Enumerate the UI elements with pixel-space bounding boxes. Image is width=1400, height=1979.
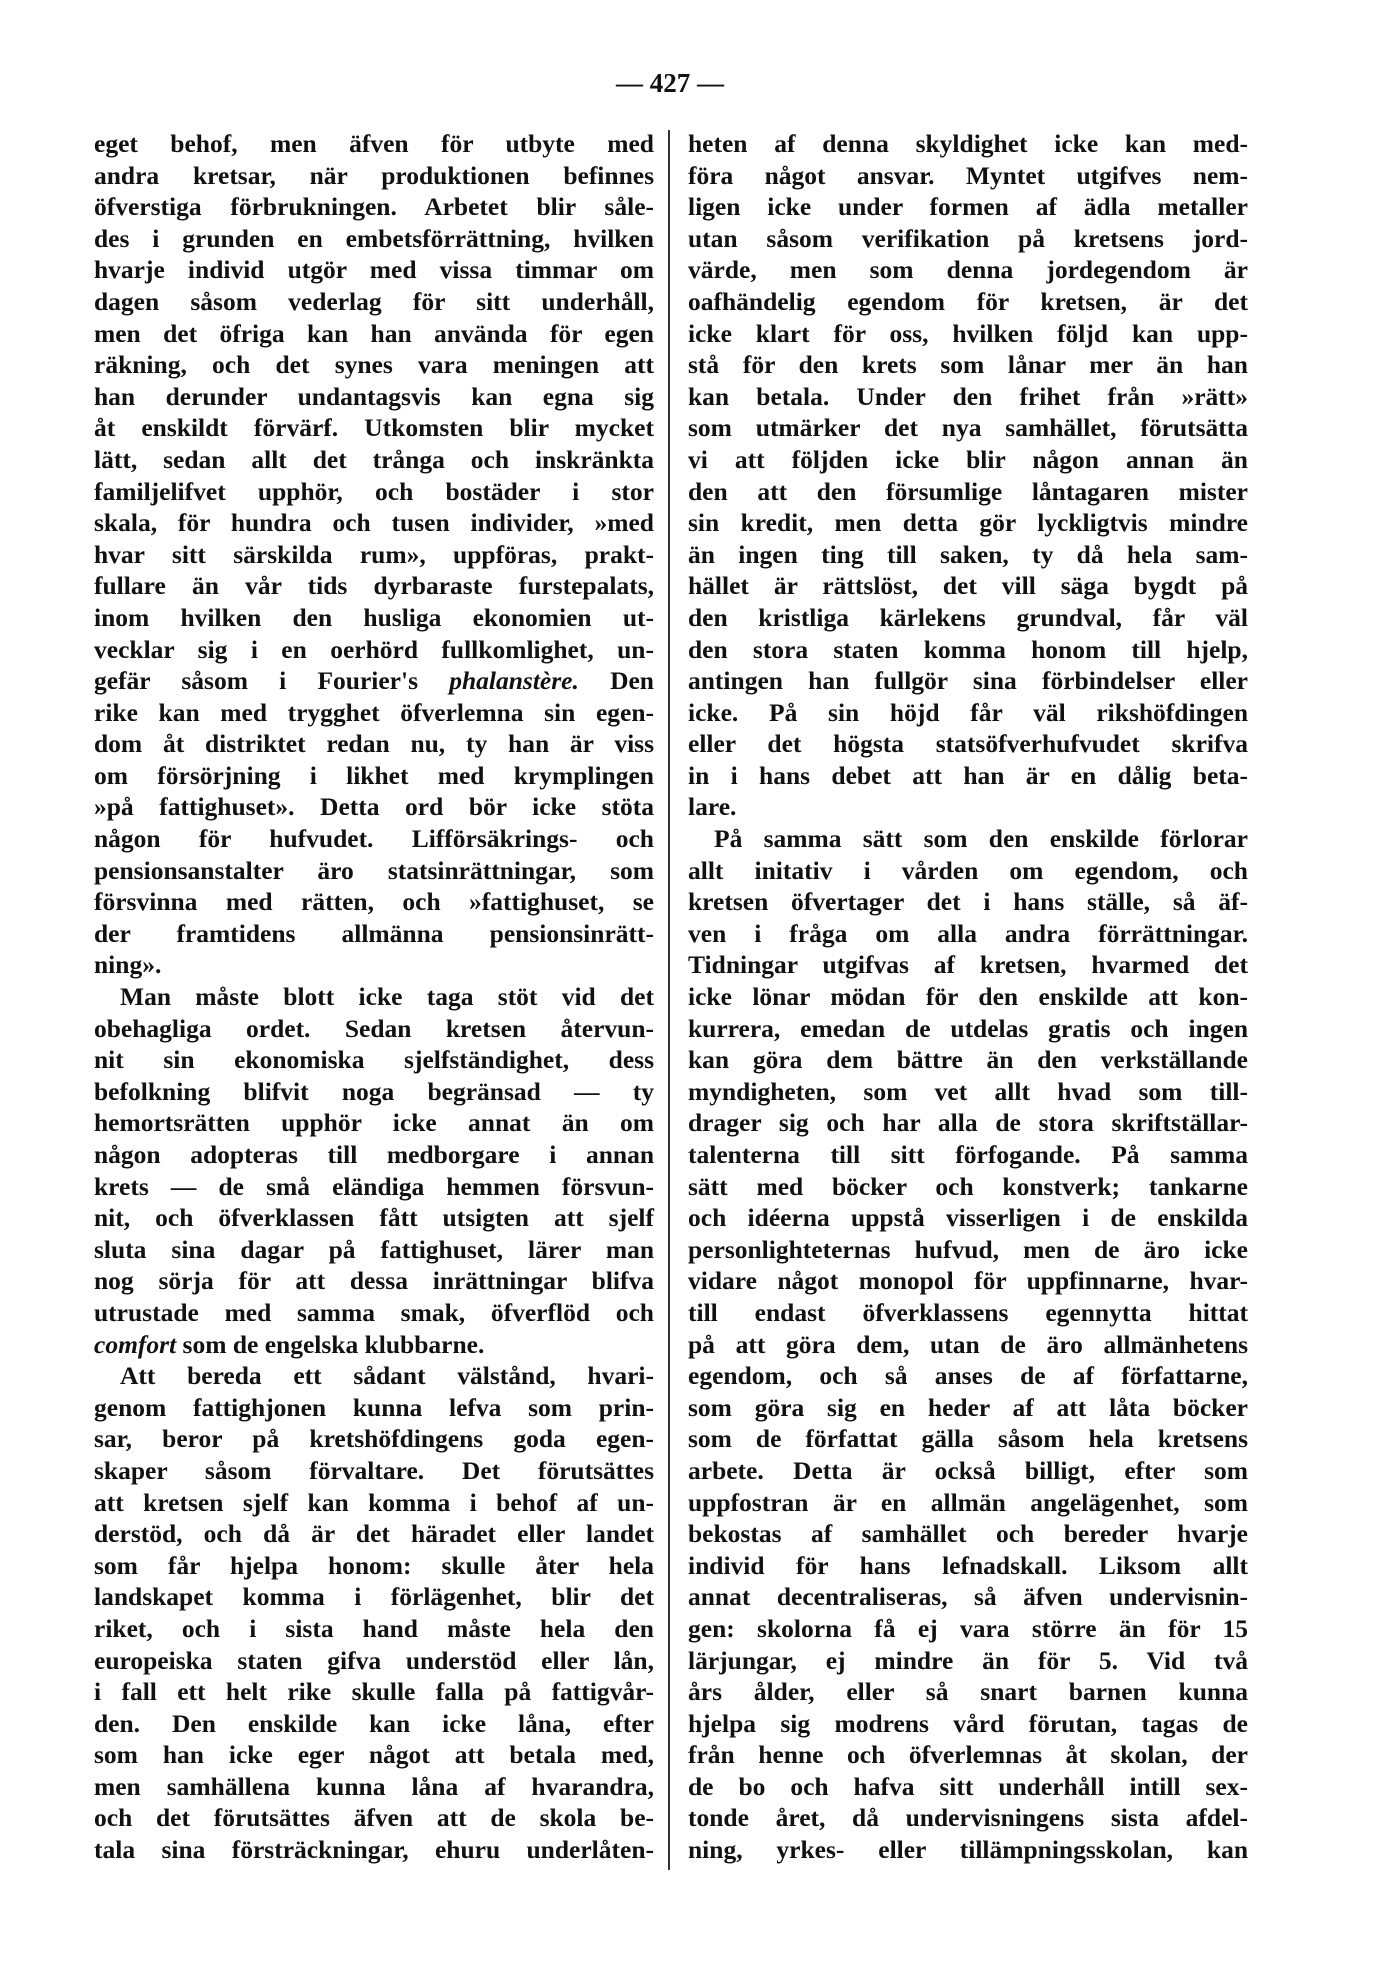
text-line: dagen såsom vederlag för sitt underhåll, <box>94 286 654 316</box>
text-line: om försörjning i likhet med krymplingen <box>94 760 654 790</box>
text-line: vecklar sig i en oerhörd fullkomlighet, un- <box>94 634 654 664</box>
text-line: arbete. Detta är också billigt, efter som <box>688 1455 1248 1485</box>
text-line: krets — de små eländiga hemmen försvun- <box>94 1171 654 1201</box>
text-line: skaper såsom förvaltare. Det förutsättes <box>94 1455 654 1485</box>
text-line: eget behof, men äfven för utbyte med <box>94 129 654 158</box>
text-line: tala sina försträckningar, ehuru underlåten- <box>94 1835 654 1865</box>
text-line: men samhällena kunna låna af hvarandra, <box>94 1771 654 1801</box>
italic-term: phalanstère. <box>449 666 579 696</box>
text-line: heten af denna skyldighet icke kan med- <box>688 129 1248 158</box>
text-line: ligen icke under formen af ädla metaller <box>688 192 1248 222</box>
text-line: som utmärker det nya samhället, förutsätta <box>688 413 1248 443</box>
text-line: kan betala. Under den frihet från »rätt» <box>688 381 1248 411</box>
text-line: de bo och hafva sitt underhåll intill sex- <box>688 1771 1248 1801</box>
text-line: På samma sätt som den enskilde förlorar <box>714 824 1248 854</box>
text-line: myndigheten, som vet allt hvad som till- <box>688 1076 1248 1106</box>
text-line: »på fattighuset». Detta ord bör icke stöta <box>94 792 654 822</box>
text-line: individ för hans lefnadskall. Liksom allt <box>688 1550 1248 1580</box>
text-line: antingen han fullgör sina förbindelser eller <box>688 666 1248 696</box>
text-line: stå för den krets som lånar mer än han <box>688 350 1248 380</box>
text-line: att kretsen sjelf kan komma i behof af un- <box>94 1487 654 1517</box>
text-line: obehagliga ordet. Sedan kretsen återvun- <box>94 1013 654 1043</box>
text-line: nit, och öfverklassen fått utsigten att sjelf <box>94 1203 654 1233</box>
text-line: hället är rättslöst, det vill säga bygdt på <box>688 571 1248 601</box>
text-line: som göra sig en heder af att låta böcker <box>688 1392 1248 1422</box>
text-line: hemortsrätten upphör icke annat än om <box>94 1108 654 1138</box>
text-line: han derunder undantagsvis kan egna sig <box>94 381 654 411</box>
text-line: till endast öfverklassens egennytta hittat <box>688 1297 1248 1327</box>
text-line: än ingen ting till saken, ty då hela sam- <box>688 539 1248 569</box>
italic-term: comfort <box>94 1329 177 1359</box>
text-line: uppfostran är en allmän angelägenhet, som <box>688 1487 1248 1517</box>
text-line: sluta sina dagar på fattighuset, lärer man <box>94 1234 654 1264</box>
left-text-column <box>94 128 654 1866</box>
text-line: på att göra dem, utan de äro allmänhetens <box>688 1329 1248 1359</box>
text-line: riket, och i sista hand måste hela den <box>94 1613 654 1643</box>
text-line: hvarje individ utgör med vissa timmar om <box>94 255 654 285</box>
text-line: kretsen öfvertager det i hans ställe, så äf- <box>688 887 1248 917</box>
text-line: åt enskildt förvärf. Utkomsten blir mycket <box>94 413 654 443</box>
text-line: hvar sitt särskilda rum», uppföras, prakt- <box>94 539 654 569</box>
text-line: ven i fråga om alla andra förrättningar. <box>688 918 1248 948</box>
text-line: värde, men som denna jordegendom är <box>688 255 1248 285</box>
text-line: sar, beror på kretshöfdingens goda egen- <box>94 1424 654 1454</box>
text-line: des i grunden en embetsförrättning, hvilken <box>94 223 654 253</box>
text-line: hjelpa sig modrens vård förutan, tagas de <box>688 1708 1248 1738</box>
text-line: nit sin ekonomiska sjelfständighet, dess <box>94 1045 654 1075</box>
text-line: räkning, och det synes vara meningen att <box>94 350 654 380</box>
text-line: gen: skolorna få ej vara större än för 15 <box>688 1613 1248 1643</box>
text-line: någon adopteras till medborgare i annan <box>94 1140 654 1169</box>
text-line: föra något ansvar. Myntet utgifves nem- <box>688 160 1248 190</box>
text-line: eller det högsta statsöfverhufvudet skrifva <box>688 729 1248 759</box>
text-line: ning». <box>94 950 162 980</box>
text-line: inom hvilken den husliga ekonomien ut- <box>94 602 654 632</box>
text-line: comfort som de engelska klubbarne. <box>94 1329 485 1359</box>
page-number: — 427 — <box>616 68 724 98</box>
text-line: annat decentraliseras, så äfven undervisnin- <box>688 1582 1248 1612</box>
text-line: personlighteternas hufvud, men de äro icke <box>688 1234 1248 1264</box>
text-line: och idéerna uppstå visserligen i de enskilda <box>688 1203 1248 1233</box>
text-line: sin kredit, men detta gör lyckligtvis mindre <box>688 508 1248 538</box>
text-line: landskapet komma i förlägenhet, blir det <box>94 1582 654 1612</box>
text-line: som får hjelpa honom: skulle åter hela <box>94 1550 654 1580</box>
text-line: utrustade med samma smak, öfverflöd och <box>94 1297 654 1327</box>
text-line: skala, för hundra och tusen individer, »med <box>94 508 654 538</box>
text-line: egendom, och så anses de af författarne, <box>688 1361 1248 1391</box>
text-line: från henne och öfverlemnas åt skolan, der <box>688 1740 1248 1770</box>
text-line: lätt, sedan allt det trånga och inskränkta <box>94 444 654 474</box>
text-line: den kristliga kärlekens grundval, får väl <box>688 602 1248 632</box>
text-line: bekostas af samhället och bereder hvarje <box>688 1519 1248 1549</box>
text-line: öfverstiga förbrukningen. Arbetet blir såle- <box>94 192 654 222</box>
text-line: som de författat gälla såsom hela kretsens <box>688 1424 1248 1454</box>
text-line: men det öfriga kan han använda för egen <box>94 318 654 348</box>
text-line: europeiska staten gifva understöd eller lån, <box>94 1645 654 1675</box>
text-line: års ålder, eller så snart barnen kunna <box>688 1677 1248 1707</box>
text-line: Tidningar utgifvas af kretsen, hvarmed det <box>688 950 1248 980</box>
text-line: talenterna till sitt förfogande. På samma <box>688 1140 1248 1169</box>
text-line: den. Den enskilde kan icke låna, efter <box>94 1708 654 1738</box>
text-line: fullare än vår tids dyrbaraste furstepalats, <box>94 571 654 601</box>
text-line: oafhändelig egendom för kretsen, är det <box>688 286 1248 316</box>
text-line: försvinna med rätten, och »fattighuset, se <box>94 887 654 917</box>
text-line: allt initativ i vården om egendom, och <box>688 855 1248 885</box>
text-line: derstöd, och då är det häradet eller landet <box>94 1519 654 1549</box>
text-line: gefär såsom i Fourier's phalanstère. Den <box>94 666 654 696</box>
text-line: vidare något monopol för uppfinnarne, hvar- <box>688 1266 1248 1296</box>
text-line: den att den försumlige låntagaren mister <box>688 476 1248 506</box>
text-line: icke lönar mödan för den enskilde att kon- <box>688 982 1248 1012</box>
text-line: nog sörja för att dessa inrättningar blifva <box>94 1266 654 1296</box>
text-line: rike kan med trygghet öfverlemna sin egen- <box>94 697 654 727</box>
text-line: icke. På sin höjd får väl rikshöfdingen <box>688 697 1248 727</box>
text-line: befolkning blifvit noga begränsad — ty <box>94 1076 654 1106</box>
text-line: och det förutsättes äfven att de skola be- <box>94 1803 654 1833</box>
text-line: drager sig och har alla de stora skriftställar- <box>688 1108 1248 1138</box>
text-line: lärjungar, ej mindre än för 5. Vid två <box>688 1645 1248 1675</box>
text-line: som han icke eger något att betala med, <box>94 1740 654 1770</box>
text-line: Att bereda ett sådant välstånd, hvari- <box>120 1361 654 1391</box>
text-line: kan göra dem bättre än den verkställande <box>688 1045 1248 1075</box>
text-line: tonde året, då undervisningens sista afdel- <box>688 1803 1248 1833</box>
text-line: genom fattighjonen kunna lefva som prin- <box>94 1392 654 1422</box>
text-line: Man måste blott icke taga stöt vid det <box>120 982 654 1012</box>
text-line: lare. <box>688 792 737 822</box>
text-line: dom åt distriktet redan nu, ty han är viss <box>94 729 654 759</box>
text-line: pensionsanstalter äro statsinrättningar, som <box>94 855 654 885</box>
text-line: utan såsom verifikation på kretsens jord- <box>688 223 1248 253</box>
text-line: någon för hufvudet. Lifförsäkrings- och <box>94 824 654 854</box>
text-line: sätt med böcker och konstverk; tankarne <box>688 1171 1248 1201</box>
text-line: andra kretsar, när produktionen befinnes <box>94 160 654 190</box>
text-line: ning, yrkes- eller tillämpningsskolan, kan <box>688 1835 1248 1865</box>
text-line: familjelifvet upphör, och bostäder i stor <box>94 476 654 506</box>
column-divider <box>668 130 670 1870</box>
text-line: vi att följden icke blir någon annan än <box>688 444 1248 474</box>
text-line: kurrera, emedan de utdelas gratis och ingen <box>688 1013 1248 1043</box>
text-line: icke klart för oss, hvilken följd kan upp- <box>688 318 1248 348</box>
right-text-column <box>688 128 1248 1866</box>
text-line: den stora staten komma honom till hjelp, <box>688 634 1248 664</box>
text-line: der framtidens allmänna pensionsinrätt- <box>94 918 654 948</box>
text-line: i fall ett helt rike skulle falla på fattigvår- <box>94 1677 654 1707</box>
text-line: in i hans debet att han är en dålig beta- <box>688 760 1248 790</box>
